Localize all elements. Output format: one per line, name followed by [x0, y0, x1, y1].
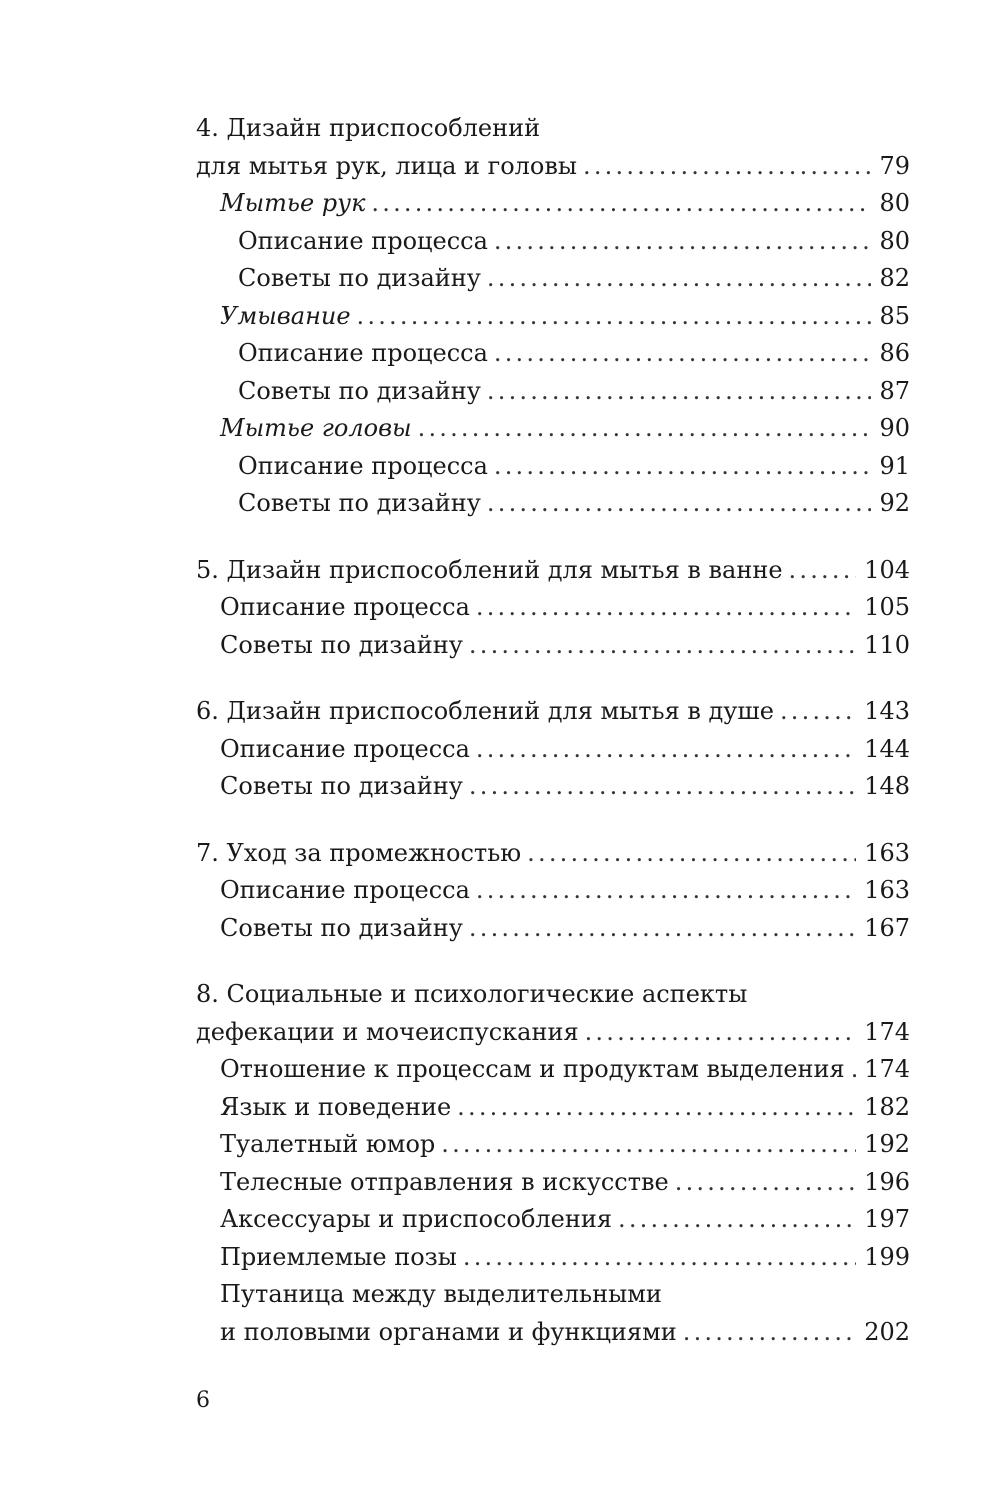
dot-leader — [789, 552, 857, 590]
dot-leader — [583, 148, 871, 186]
dot-leader — [469, 627, 856, 665]
dot-leader — [851, 1051, 856, 1089]
dot-leader — [476, 872, 856, 910]
dot-leader — [476, 731, 856, 769]
toc-entry[interactable] — [196, 1239, 910, 1277]
section-gap — [196, 806, 910, 835]
toc-entry[interactable] — [196, 835, 910, 873]
toc-entry-page-number: 192 — [864, 1130, 910, 1158]
toc-entry[interactable] — [196, 768, 910, 806]
toc-entry-title: Описание процесса — [238, 451, 488, 480]
toc-entry[interactable] — [196, 872, 910, 910]
toc-section — [196, 693, 910, 806]
dot-leader — [469, 910, 856, 948]
toc-entry[interactable] — [196, 627, 910, 665]
toc-entry-title: Описание процесса — [220, 876, 470, 904]
dot-leader — [527, 835, 856, 873]
toc-entry-page-number: 79 — [879, 151, 910, 180]
dot-leader — [487, 373, 872, 411]
table-of-contents — [196, 110, 910, 1351]
toc-entry[interactable] — [196, 373, 910, 411]
toc-section — [196, 976, 910, 1351]
toc-entry[interactable] — [196, 552, 910, 590]
toc-entry[interactable] — [196, 448, 910, 486]
toc-entry[interactable] — [196, 1014, 910, 1052]
toc-entry-heading-line[interactable] — [196, 110, 910, 148]
toc-entry-title: 8. Социальные и психологические аспекты — [196, 980, 748, 1008]
toc-entry-page-number: 85 — [879, 301, 910, 330]
dot-leader — [494, 448, 872, 486]
dot-leader — [463, 1239, 856, 1277]
toc-entry-page-number: 143 — [864, 697, 910, 725]
toc-entry[interactable] — [196, 298, 910, 336]
toc-entry-page-number: 80 — [879, 226, 910, 255]
toc-entry-title: дефекации и мочеиспускания — [196, 1017, 579, 1046]
toc-entry-title: Телесные отправления в искусстве — [220, 1167, 669, 1196]
toc-entry-heading-line[interactable] — [196, 1276, 910, 1314]
dot-leader — [469, 768, 856, 806]
toc-entry-page-number: 174 — [864, 1055, 910, 1083]
toc-entry-title: Советы по дизайну — [238, 376, 481, 405]
dot-leader — [457, 1089, 856, 1127]
dot-leader — [487, 260, 872, 298]
toc-section — [196, 552, 910, 665]
toc-entry-page-number: 104 — [864, 555, 910, 584]
toc-entry-title: Советы по дизайну — [220, 772, 463, 800]
toc-entry[interactable] — [196, 589, 910, 627]
toc-entry-page-number: 144 — [864, 734, 910, 763]
toc-entry[interactable] — [196, 485, 910, 523]
toc-entry[interactable] — [196, 910, 910, 948]
toc-entry-title: 7. Уход за промежностью — [196, 838, 522, 867]
toc-entry-title: 6. Дизайн приспособлений для мытья в душе — [196, 697, 774, 725]
toc-entry-title: Описание процесса — [220, 734, 470, 763]
toc-entry-title: Описание процесса — [220, 593, 470, 621]
dot-leader — [618, 1201, 856, 1239]
dot-leader — [780, 693, 856, 731]
toc-entry-title: Советы по дизайну — [220, 630, 463, 659]
dot-leader — [683, 1314, 856, 1352]
toc-entry-page-number: 197 — [864, 1205, 910, 1233]
toc-entry-title: 4. Дизайн приспособлений — [196, 114, 541, 142]
dot-leader — [487, 485, 872, 523]
toc-entry[interactable] — [196, 693, 910, 731]
toc-entry-page-number: 110 — [864, 630, 910, 659]
section-gap — [196, 523, 910, 552]
toc-entry-page-number: 174 — [864, 1017, 910, 1046]
toc-entry[interactable] — [196, 185, 910, 223]
section-gap — [196, 947, 910, 976]
toc-entry-page-number: 196 — [864, 1167, 910, 1196]
toc-entry-page-number: 163 — [864, 838, 910, 867]
dot-leader — [494, 335, 872, 373]
toc-entry-page-number: 82 — [879, 264, 910, 292]
toc-entry-page-number: 199 — [864, 1242, 910, 1271]
toc-entry-title: Мытье рук — [220, 189, 366, 217]
toc-entry-page-number: 92 — [879, 489, 910, 517]
toc-entry-page-number: 148 — [864, 772, 910, 800]
toc-entry-title: Описание процесса — [238, 226, 488, 255]
toc-entry-title: 5. Дизайн приспособлений для мытья в ванне — [196, 555, 783, 584]
toc-entry-page-number: 86 — [879, 339, 910, 367]
toc-entry[interactable] — [196, 731, 910, 769]
toc-entry-page-number: 80 — [879, 189, 910, 217]
toc-entry[interactable] — [196, 148, 910, 186]
toc-entry-title: Путаница между выделительными — [220, 1280, 662, 1308]
toc-entry-title: Советы по дизайну — [238, 264, 481, 292]
toc-entry[interactable] — [196, 1201, 910, 1239]
toc-entry[interactable] — [196, 410, 910, 448]
toc-entry-title: Описание процесса — [238, 339, 488, 367]
toc-entry-title: Язык и поведение — [220, 1092, 452, 1121]
dot-leader — [371, 185, 871, 223]
toc-entry-title: Приемлемые позы — [220, 1242, 457, 1271]
toc-entry-title: Советы по дизайну — [238, 489, 481, 517]
toc-entry[interactable] — [196, 260, 910, 298]
dot-leader — [494, 223, 872, 261]
toc-entry[interactable] — [196, 1164, 910, 1202]
dot-leader — [476, 589, 856, 627]
dot-leader — [418, 410, 872, 448]
toc-entry-page-number: 167 — [864, 913, 910, 942]
toc-entry-page-number: 87 — [879, 376, 910, 405]
toc-entry-title: и половыми органами и функциями — [220, 1317, 677, 1346]
toc-entry-page-number: 91 — [879, 451, 910, 480]
toc-entry[interactable] — [196, 1314, 910, 1352]
toc-entry-title: Туалетный юмор — [220, 1130, 436, 1158]
toc-entry-page-number: 90 — [879, 414, 910, 442]
toc-entry-title: Отношение к процессам и продуктам выделения — [220, 1055, 845, 1083]
toc-entry-title: Советы по дизайну — [220, 913, 463, 942]
toc-entry-page-number: 163 — [864, 876, 910, 904]
page-number: 6 — [196, 1388, 210, 1413]
dot-leader — [675, 1164, 856, 1202]
dot-leader — [585, 1014, 857, 1052]
toc-section — [196, 110, 910, 523]
dot-leader — [441, 1126, 856, 1164]
toc-entry-page-number: 105 — [864, 593, 910, 621]
dot-leader — [357, 298, 872, 336]
toc-entry[interactable] — [196, 1051, 910, 1089]
toc-entry[interactable] — [196, 1126, 910, 1164]
toc-section — [196, 835, 910, 948]
toc-entry-heading-line[interactable] — [196, 976, 910, 1014]
toc-entry-page-number: 202 — [864, 1317, 910, 1346]
toc-entry[interactable] — [196, 1089, 910, 1127]
section-gap — [196, 664, 910, 693]
toc-entry-title: Мытье головы — [220, 414, 412, 442]
toc-entry-title: Умывание — [220, 301, 351, 330]
toc-entry[interactable] — [196, 223, 910, 261]
toc-entry-page-number: 182 — [864, 1092, 910, 1121]
toc-entry-title: для мытья рук, лица и головы — [196, 151, 577, 180]
toc-entry[interactable] — [196, 335, 910, 373]
toc-entry-title: Аксессуары и приспособления — [220, 1205, 613, 1233]
